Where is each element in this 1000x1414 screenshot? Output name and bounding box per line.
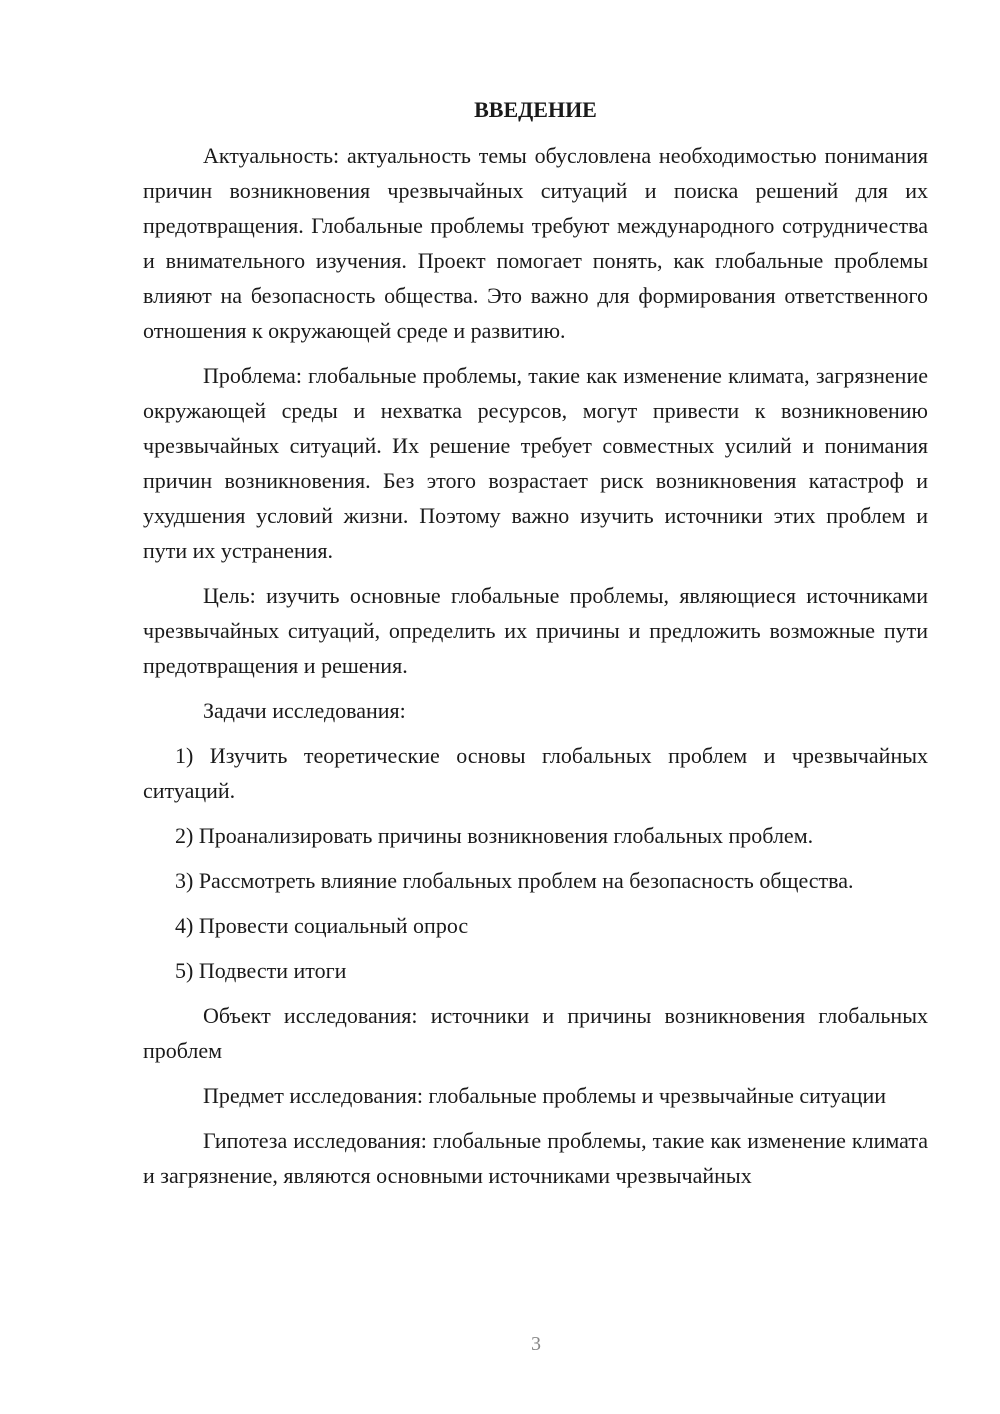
hypothesis-paragraph: Гипотеза исследования: глобальные проблемы, такие как изменение климата и загрязнение, являются основными источниками чрезвычайных xyxy=(143,1128,928,1188)
task-item: 4) Провести социальный опрос xyxy=(175,913,469,938)
tasks-title: Задачи исследования: xyxy=(203,698,406,723)
page-content xyxy=(143,94,928,1203)
task-item: 1) Изучить теоретические основы глобальных проблем и чрезвычайных ситуаций. xyxy=(143,743,928,803)
problem-paragraph: Проблема: глобальные проблемы, такие как изменение климата, загрязнение окружающей среды и нехватка ресурсов, могут привести к возникновению чрезвычайных ситуаций. Их решение требует совместных усилий и понимания причин возникновения. Без этого возрастает риск возникновения катастроф и ухудшения условий жизни. Поэтому важно изучить источники этих проблем и пути их устранения. xyxy=(143,363,928,563)
object-paragraph: Объект исследования: источники и причины возникновения глобальных проблем xyxy=(143,1003,928,1063)
goal-paragraph: Цель: изучить основные глобальные проблемы, являющиеся источниками чрезвычайных ситуаций, определить их причины и предложить возможные пути предотвращения и решения. xyxy=(143,583,928,678)
task-item: 3) Рассмотреть влияние глобальных проблем на безопасность общества. xyxy=(175,868,854,893)
subject-paragraph: Предмет исследования: глобальные проблемы и чрезвычайные ситуации xyxy=(203,1083,886,1108)
page-number: 3 xyxy=(531,1333,541,1355)
section-heading: ВВЕДЕНИЕ xyxy=(474,97,597,122)
task-item: 2) Проанализировать причины возникновения глобальных проблем. xyxy=(175,823,814,848)
relevance-paragraph: Актуальность: актуальность темы обусловлена необходимостью понимания причин возникновения чрезвычайных ситуаций и поиска решений для их предотвращения. Глобальные проблемы требуют международного сотрудничества и внимательного изучения. Проект помогает понять, как глобальные проблемы влияют на безопасность общества. Это важно для формирования ответственного отношения к окружающей среде и развитию. xyxy=(143,143,928,343)
task-item: 5) Подвести итоги xyxy=(175,958,347,983)
